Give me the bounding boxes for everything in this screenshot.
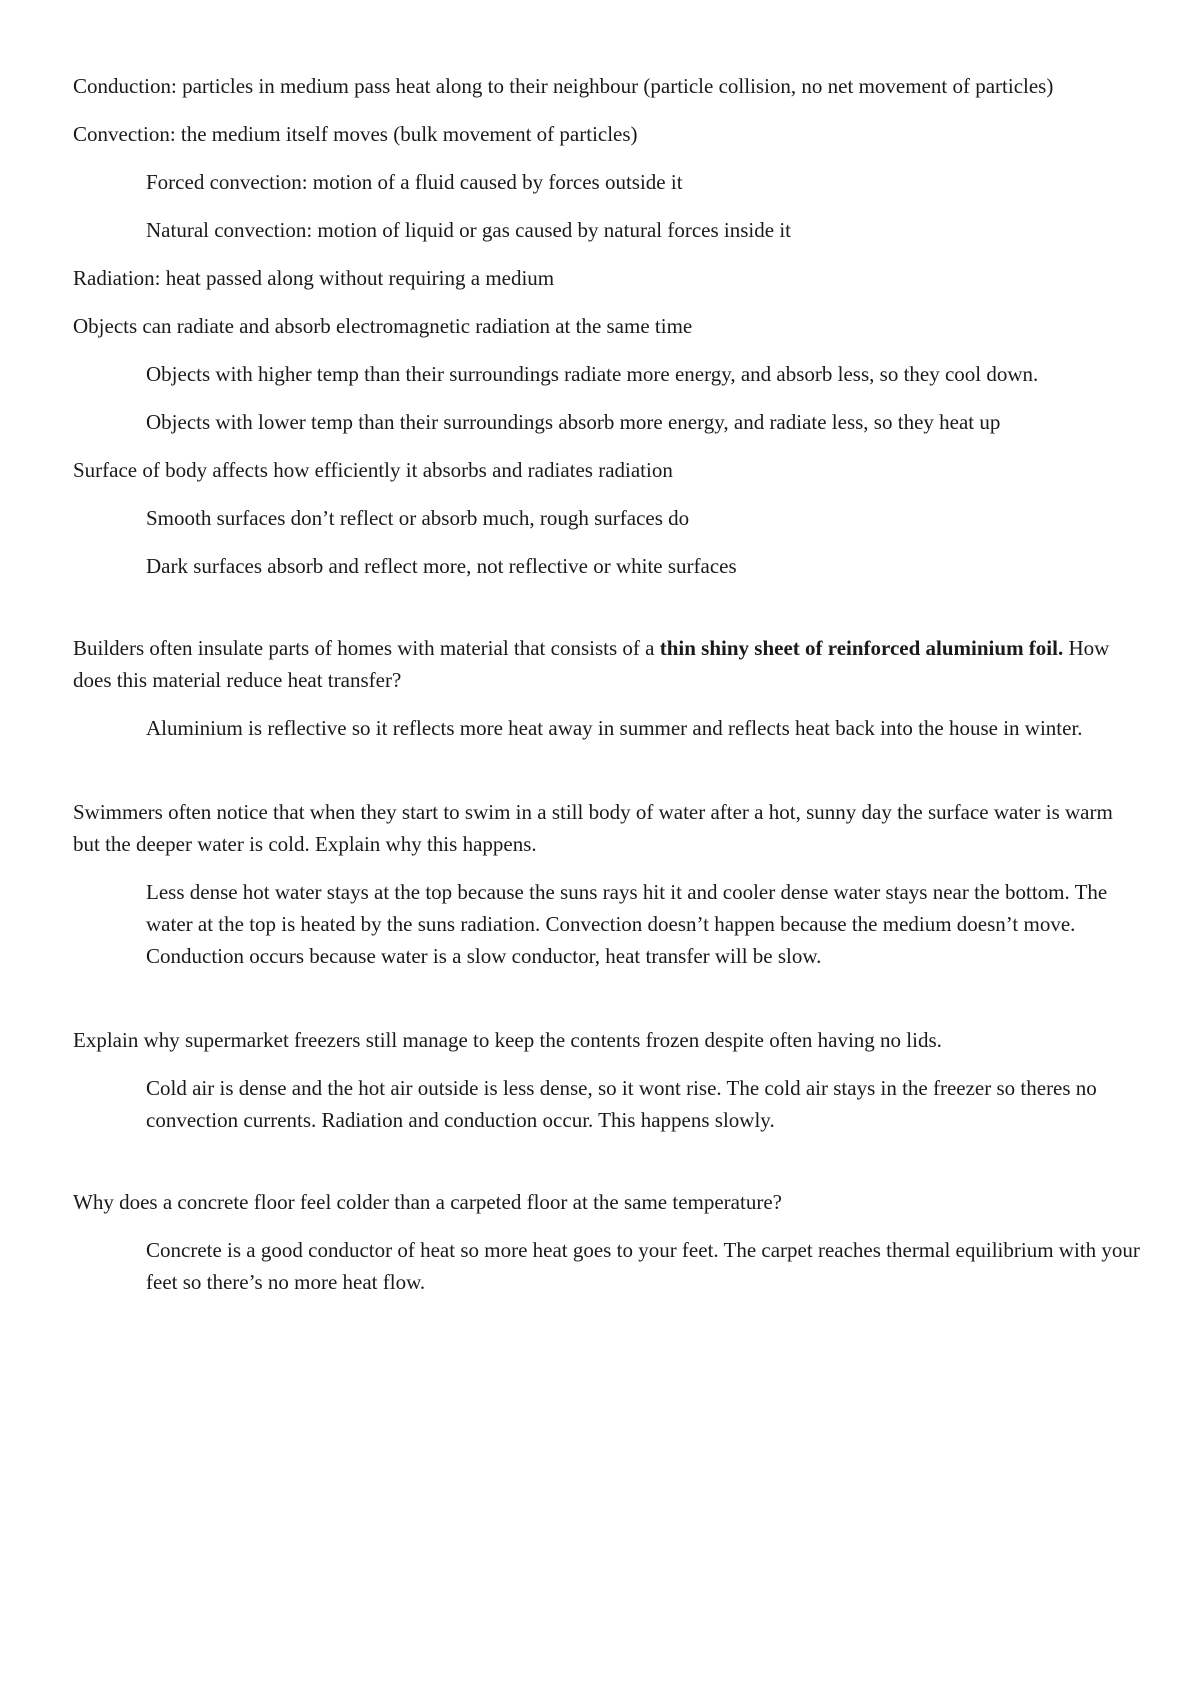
note-forced-convection: Forced convection: motion of a fluid caused by forces outside it (146, 170, 683, 194)
note-radiation: Radiation: heat passed along without requiring a medium (73, 266, 555, 290)
note-convection: Convection: the medium itself moves (bulk movement of particles) (73, 122, 638, 146)
answer-1: Aluminium is reflective so it reflects more heat away in summer and reflects heat back into the house in winter. (146, 716, 1083, 740)
question-1-prefix: Builders often insulate parts of homes with material that consists of a (73, 636, 660, 660)
note-conduction: Conduction: particles in medium pass heat along to their neighbour (particle collision, no net movement of particles) (73, 74, 1054, 98)
section-spacer (73, 988, 1143, 1024)
note-higher-temp: Objects with higher temp than their surroundings radiate more energy, and absorb less, so they cool down. (146, 362, 1039, 386)
question-1-suffix: How does this material reduce heat transfer? (73, 636, 1110, 692)
note-natural-convection: Natural convection: motion of liquid or gas caused by natural forces inside it (146, 218, 791, 242)
question-3: Explain why supermarket freezers still manage to keep the contents frozen despite often having no lids. (73, 1028, 942, 1052)
note-lower-temp: Objects with lower temp than their surroundings absorb more energy, and radiate less, so they heat up (146, 410, 1001, 434)
section-spacer (73, 760, 1143, 796)
question-4: Why does a concrete floor feel colder than a carpeted floor at the same temperature? (73, 1190, 782, 1214)
document-page (73, 70, 1143, 1314)
answer-3: Cold air is dense and the hot air outside is less dense, so it wont rise. The cold air stays in the freezer so theres no convection currents. Radiation and conduction occur. This happens slowly. (146, 1076, 1097, 1132)
note-smooth-surfaces: Smooth surfaces don’t reflect or absorb much, rough surfaces do (146, 506, 690, 530)
answer-4: Concrete is a good conductor of heat so more heat goes to your feet. The carpet reaches thermal equilibrium with your feet so there’s no more heat flow. (146, 1238, 1140, 1294)
question-1 (73, 632, 1143, 696)
note-surface: Surface of body affects how efficiently it absorbs and radiates radiation (73, 458, 673, 482)
note-radiate-absorb: Objects can radiate and absorb electromagnetic radiation at the same time (73, 314, 693, 338)
section-spacer (73, 598, 1143, 632)
note-dark-surfaces: Dark surfaces absorb and reflect more, not reflective or white surfaces (146, 554, 737, 578)
answer-2: Less dense hot water stays at the top because the suns rays hit it and cooler dense water stays near the bottom. The water at the top is heated by the suns radiation. Convection doesn’t happen because the medium doesn’t move. Conduction occurs because water is a slow conductor, heat transfer will be slow. (146, 880, 1108, 968)
section-spacer (73, 1152, 1143, 1186)
question-2: Swimmers often notice that when they start to swim in a still body of water after a hot, sunny day the surface water is warm but the deeper water is cold. Explain why this happens. (73, 800, 1113, 856)
question-1-bold: thin shiny sheet of reinforced aluminium foil. (659, 636, 1064, 660)
